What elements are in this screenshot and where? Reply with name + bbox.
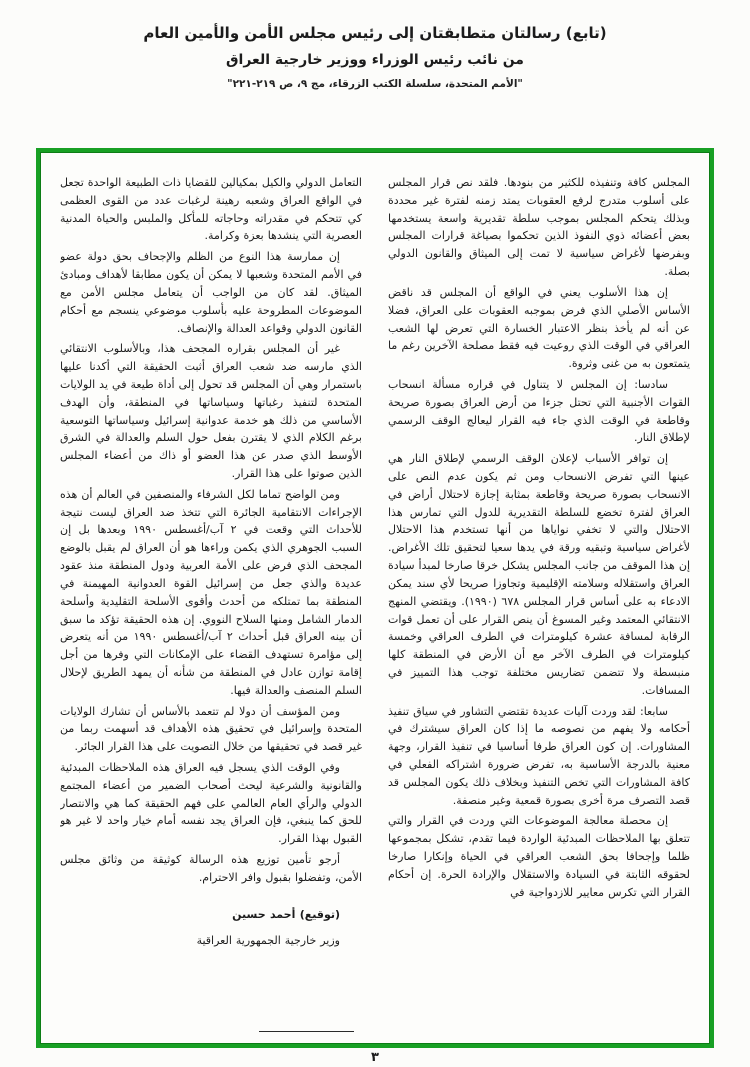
- body-paragraph: ومن الواضح تماما لكل الشرفاء والمنصفين في العالم أن هذه الإجراءات الانتقامية الجائرة التي تتخذ ضد العراق ليست نتيجة للأحداث التي وقعت في ٢ آب/أغسطس ١٩٩٠ وبعدها بل إن السبب الجوهري الذي يكمن وراءها هو أن العراق لم يقبل بالوضع المجحف الذي فرض على الأمة العربية ودول المنطقة منذ عقود عديدة والذي جعل من إسرائيل القوة العدوانية المهيمنة في المنطقة بما تمتلكه من أحدث وأقوى الأسلحة التقليدية وأسلحة الدمار الشامل ومنها السلاح النووي. إن هذه الحقيقة تؤكد ما سبق أن بينه العراق قبل أحداث ٢ آب/أغسطس ١٩٩٠ من أنه يتعرض إلى مؤامرة تستهدف القضاء على الإمكانات التي وفرها من أجل إقامة توازن عادل في المنطقة من شأنه أن يمهد الطريق لإحلال السلم المنصف والعدالة فيها.: [60, 487, 362, 697]
- left-text-column: [60, 174, 362, 1026]
- source-citation: "الأمم المتحدة، سلسلة الكتب الزرقاء، مج ٩، ص ٢١٩-٢٢١": [227, 78, 523, 90]
- body-paragraph: إن ممارسة هذا النوع من الظلم والإجحاف بحق دولة عضو في الأمم المتحدة وشعبها لا يمكن أن يكون مطابقا لأهداف ومبادئ الميثاق. لقد كان من الواجب أن يتعامل مجلس الأمن مع الموضوعات المطروحة عليه بأسلوب موضوعي ينسجم مع أحكام القانون الدولي وقواعد العدالة والإنصاف.: [60, 250, 362, 335]
- body-paragraph: أرجو تأمين توزيع هذه الرسالة كوثيقة من وثائق مجلس الأمن، وتفضلوا بقبول وافر الاحترام.: [60, 853, 362, 884]
- document-title-line1: (تابع) رسالتان متطابقتان إلى رئيس مجلس الأمن والأمين العام: [143, 24, 607, 42]
- body-paragraph: وفي الوقت الذي يسجل فيه العراق هذه الملاحظات المبدئية والقانونية والشرعية ليحث أصحاب الضمير من أعضاء المجتمع الدولي والرأي العام العالمي على فهم الحقيقة كما هي والانتصار للحق كما ينبغي، فإن العراق يجد نفسه أمام خيار واحد لا غير هو القبول بهذا القرار.: [60, 761, 362, 846]
- body-paragraph: ومن المؤسف أن دولا لم تتعمد بالأساس أن تشارك الولايات المتحدة وإسرائيل في تحقيق هذه الأهداف قد أسهمت ربما من غير قصد في تحقيقها من خلال التصويت على هذا القرار الجائر.: [60, 704, 362, 754]
- body-paragraph: التعامل الدولي والكيل بمكيالين للقضايا ذات الطبيعة الواحدة تجعل في الواقع العراق وشعبه رهينة لرغبات عدد من القوى العظمى كي تتحكم في مقدراته وحاجاته للمأكل والملبس والحياة المدنية العصرية التي ينشدها بعزة وكرامة.: [60, 176, 362, 243]
- signature-title: وزير خارجية الجمهورية العراقية: [196, 933, 340, 947]
- body-paragraph: إن محصلة معالجة الموضوعات التي وردت في القرار والتي تتعلق بها الملاحظات المبدئية الواردة فيما تقدم، تشكل بمجموعها ظلما وإجحافا بحق الشعب العراقي في الحياة وإنكارا صارخا لحقوقه الثابتة في السيادة والاستقلال والإرادة الحرة. إن أحكام القرار التي تكرس معايير للازدواجية في: [388, 814, 690, 899]
- body-paragraph: سادسا: إن المجلس لا يتناول في قراره مسألة انسحاب القوات الأجنبية التي تحتل جزءا من أرض العراق بصورة صريحة وقاطعة في الوقت الذي جاء فيه القرار ليعالج الوقف الرسمي لإطلاق النار.: [388, 377, 690, 445]
- two-column-text-area: [40, 152, 710, 1044]
- footnote-rule: [259, 1031, 354, 1032]
- body-paragraph: سابعا: لقد وردت آليات عديدة تقتضي التشاور في سياق تنفيذ أحكامه ولا يفهم من نصوصه ما إذا كان العراق سيشترك في المشاورات. إن كون العراق طرفا أساسيا في تنفيذ القرار، وجهة معنية بالدرجة الأساسية به، تفرض ضرورة اشتراكه الفعلي في كافة المشاورات التي تخص التنفيذ وبخلاف ذلك يكون المجلس قد قصد التصرف مرة أخرى بصورة قمعية وغير منصفة.: [388, 704, 690, 807]
- body-paragraph: المجلس كافة وتنفيذه للكثير من بنودها. فلقد نص قرار المجلس على أسلوب متدرج لرفع العقوبات يمتد زمنه لفترة غير محددة وبذلك يتحكم المجلس بموجب سلطة تقديرية واسعة يستخدمها بعض أعضائه ذوي النفوذ الذين تحكموا بصياغة قرارات المجلس وبفرضها لأغراض سياسية لا تمت إلى الميثاق والقانون الدولي بصلة.: [388, 176, 690, 279]
- page-number: ٣: [371, 1050, 379, 1065]
- body-paragraph: إن توافر الأسباب لإعلان الوقف الرسمي لإطلاق النار هي عينها التي تفرض الانسحاب ومن ثم يكون عدم النص على الانسحاب بصورة صريحة وقاطعة بمثابة إجازة لاحتلال أراض في العراق لفترة تخضع للسلطة التقديرية للدول التي تمارس هذا الاحتلال والتي لا تخفي نواياها من أنها تستخدم هذا الاحتلال لأغراض سياسية وتبقيه ورقة في يدها سعيا لتحقيق تلك الأغراض. إن هذا الموقف من جانب المجلس يشكل خرقا صارخا لمبدأ سيادة العراق واستقلاله وسلامته الإقليمية وتجاوزا صريحا لأي سند يمكن الادعاء به على أساس قرار المجلس ٦٧٨ (١٩٩٠). ويقتضي المنهج الانتقائي المعتمد وغير المسوغ أن ينص القرار على أن تعمل قوات الرقابة لمسافة عشرة كيلومترات في الطرف العراقي وخمسة كيلومترات في الطرف الآخر مع أن الأرض في المنطقة كلها منبسطة ولا تتضمن تضاريس مختلفة توجب هذا التمييز في المسافات.: [388, 452, 690, 697]
- page-header: [0, 0, 750, 90]
- green-border-frame: [36, 148, 714, 1048]
- signature-name: (توقيع) أحمد حسين: [232, 907, 340, 921]
- document-title-line2: من نائب رئيس الوزراء ووزير خارجية العراق: [226, 52, 524, 68]
- body-paragraph: إن هذا الأسلوب يعني في الواقع أن المجلس قد ناقض الأساس الأصلي الذي فرض بموجبه العقوبات على العراق، فضلا عن أنه لم يأخذ بنظر الاعتبار الخسارة التي تعرض لها الشعب العراقي في الوقت الذي روعيت فيه فقط مصلحة الآخرين رغم ما يتمتعون به من غنى وثروة.: [388, 285, 690, 371]
- signature-block: [60, 906, 362, 953]
- body-paragraph: غير أن المجلس بقراره المجحف هذا، وبالأسلوب الانتقائي الذي مارسه ضد شعب العراق أثبت الحقيقة التي أكدنا عليها باستمرار وهي أن المجلس قد تحول إلى أداة طيعة في يد الولايات المتحدة لتنفيذ رغباتها وسياساتها في المنطقة، وأن الهدف الأساسي من ذلك هو خدمة عدوانية إسرائيل وسياساتها التوسعية برغم الكلام الذي لا يقترن بفعل حول السلم والعدالة في الشرق الأوسط الذي صدر عن هذا العضو أو ذاك من أعضاء المجلس الذين صوتوا على هذا القرار.: [60, 342, 362, 480]
- right-text-column: [388, 174, 690, 1026]
